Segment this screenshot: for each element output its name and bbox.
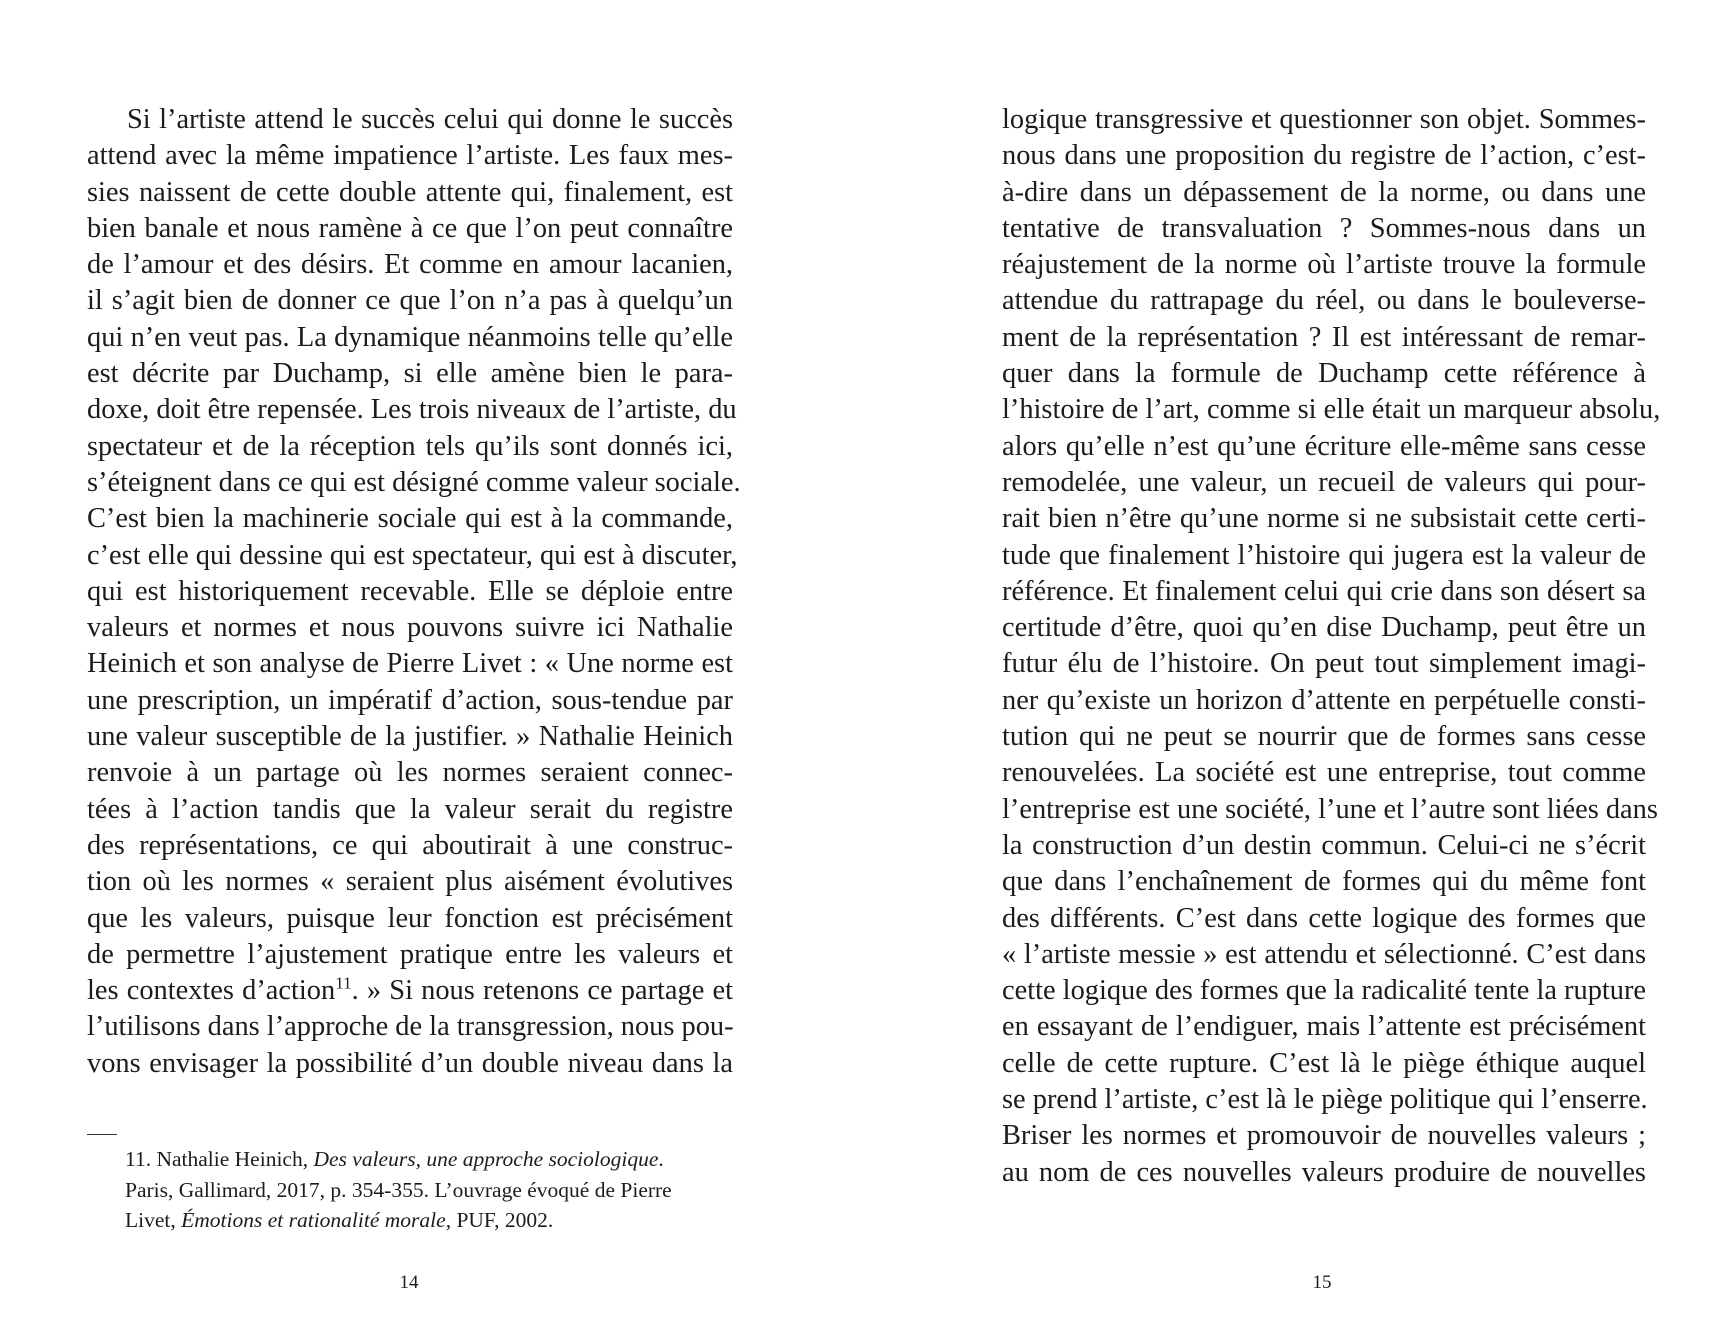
text-line: que dans l’enchaînement de formes qui du même font xyxy=(1002,866,1646,898)
text-line: celle de cette rupture. C’est là le piège éthique auquel xyxy=(1002,1047,1646,1079)
text-line: doxe, doit être repensée. Les trois niveaux de l’artiste, du xyxy=(87,394,737,426)
footnote-11 xyxy=(125,1144,725,1236)
footnote-punctuation: . xyxy=(658,1147,664,1171)
text-line: spectateur et de la réception tels qu’ils sont donnés ici, xyxy=(87,430,733,462)
footnote-author: Livet, xyxy=(125,1208,176,1232)
text-line: que les valeurs, puisque leur fonction est précisément xyxy=(87,902,733,934)
text-line-with-footnote-ref xyxy=(87,973,733,1009)
text-line: qui n’en veut pas. La dynamique néanmoins telle qu’elle xyxy=(87,321,733,353)
text-line: tude que finalement l’histoire qui jugera est la valeur de xyxy=(1002,539,1646,571)
text-line: tentative de transvaluation ? Sommes-nous dans un xyxy=(1002,212,1646,244)
footnote-line xyxy=(125,1144,725,1175)
text-line: vons envisager la possibilité d’un double niveau dans la xyxy=(87,1047,733,1079)
text-line: renvoie à un partage où les normes seraient connec- xyxy=(87,757,733,789)
text-line: des représentations, ce qui aboutirait à une construc- xyxy=(87,829,733,861)
footnote-reference[interactable]: 11 xyxy=(335,973,352,993)
text-line: ner qu’existe un horizon d’attente en perpétuelle consti- xyxy=(1002,684,1646,716)
text-line: « l’artiste messie » est attendu et sélectionné. C’est dans xyxy=(1002,938,1646,970)
footnote-book-title: Émotions et rationalité morale xyxy=(181,1208,446,1232)
text-line: rait bien n’être qu’une norme si ne subsistait cette certi- xyxy=(1002,503,1646,535)
text-line: bien banale et nous ramène à ce que l’on peut connaître xyxy=(87,212,733,244)
text-line: Heinich et son analyse de Pierre Livet : « Une norme est xyxy=(87,648,733,680)
text-line: en essayant de l’endiguer, mais l’attente est précisément xyxy=(1002,1011,1646,1043)
text-line: cette logique des formes que la radicalité tente la rupture xyxy=(1002,975,1647,1007)
text-line: des différents. C’est dans cette logique des formes que xyxy=(1002,902,1646,934)
footnote-author: Nathalie Heinich, xyxy=(156,1147,309,1171)
text-line: remodelée, une valeur, un recueil de valeurs qui pour- xyxy=(1002,466,1646,498)
text-line: logique transgressive et questionner son objet. Sommes- xyxy=(1002,104,1646,135)
text-line: la construction d’un destin commun. Celui-ci ne s’écrit xyxy=(1002,829,1646,861)
text-line: s’éteignent dans ce qui est désigné comme valeur sociale. xyxy=(87,466,741,498)
text-line: l’entreprise est une société, l’une et l’autre sont liées dans xyxy=(1002,793,1658,825)
text-fragment: . » Si nous retenons ce partage et xyxy=(351,975,734,1007)
text-line: nous dans une proposition du registre de l’action, c’est- xyxy=(1002,140,1646,172)
text-line: de l’amour et des désirs. Et comme en amour lacanien, xyxy=(87,249,733,281)
text-line: attend avec la même impatience l’artiste. Les faux mes- xyxy=(87,140,733,172)
left-page-body-text xyxy=(87,102,741,1082)
text-line: ment de la représentation ? Il est intéressant de remar- xyxy=(1002,321,1646,353)
text-line: C’est bien la machinerie sociale qui est à la commande, xyxy=(87,503,733,535)
text-line: sies naissent de cette double attente qui, finalement, est xyxy=(87,176,733,208)
text-line: une prescription, un impératif d’action, sous-tendue par xyxy=(87,684,733,716)
text-fragment: les contextes d’action xyxy=(87,975,336,1007)
right-page-body-text xyxy=(1002,102,1661,1191)
page-number: 14 xyxy=(399,1272,419,1293)
page-number: 15 xyxy=(1312,1272,1332,1293)
text-line: qui est historiquement recevable. Elle se déploie entre xyxy=(87,575,733,607)
text-line: certitude d’être, quoi qu’en dise Duchamp, peut être un xyxy=(1002,612,1646,644)
text-line: est décrite par Duchamp, si elle amène bien le para- xyxy=(87,358,733,390)
right-page xyxy=(866,0,1732,1338)
text-line: se prend l’artiste, c’est là le piège politique qui l’enserre. xyxy=(1002,1084,1648,1116)
text-line: attendue du rattrapage du réel, ou dans le bouleverse- xyxy=(1002,285,1646,317)
text-line: réajustement de la norme où l’artiste trouve la formule xyxy=(1002,249,1646,281)
text-line: c’est elle qui dessine qui est spectateur, qui est à discuter, xyxy=(87,539,738,571)
text-line: tion où les normes « seraient plus aisément évolutives xyxy=(87,866,733,898)
text-line: l’utilisons dans l’approche de la transgression, nous pou- xyxy=(87,1011,734,1043)
text-line: Si l’artiste attend le succès celui qui donne le succès xyxy=(127,104,733,135)
footnote-publisher: , PUF, 2002. xyxy=(445,1208,554,1232)
text-line: une valeur susceptible de la justifier. » Nathalie Heinich xyxy=(87,721,733,753)
footnote-line xyxy=(125,1205,725,1236)
text-line: valeurs et normes et nous pouvons suivre ici Nathalie xyxy=(87,612,733,644)
text-line: au nom de ces nouvelles valeurs produire de nouvelles xyxy=(1002,1156,1646,1188)
footnote-divider xyxy=(87,1134,117,1135)
text-line: quer dans la formule de Duchamp cette référence à xyxy=(1002,358,1646,390)
text-line: l’histoire de l’art, comme si elle était un marqueur absolu, xyxy=(1002,394,1661,426)
text-line: tées à l’action tandis que la valeur serait du registre xyxy=(87,793,733,825)
footnote-line: Paris, Gallimard, 2017, p. 354-355. L’ouvrage évoqué de Pierre xyxy=(125,1177,672,1202)
text-line: de permettre l’ajustement pratique entre les valeurs et xyxy=(87,938,733,970)
text-line: il s’agit bien de donner ce que l’on n’a pas à quelqu’un xyxy=(87,285,733,317)
footnote-number: 11. xyxy=(125,1147,152,1171)
footnote-book-title: Des valeurs, une approche sociologique xyxy=(313,1147,659,1171)
text-line: renouvelées. La société est une entreprise, tout comme xyxy=(1002,757,1646,789)
text-line: référence. Et finalement celui qui crie dans son désert sa xyxy=(1002,575,1646,607)
text-line: tution qui ne peut se nourrir que de formes sans cesse xyxy=(1002,721,1646,753)
text-line: Briser les normes et promouvoir de nouvelles valeurs ; xyxy=(1002,1120,1646,1152)
text-line: à-dire dans un dépassement de la norme, ou dans une xyxy=(1002,176,1646,208)
text-line: futur élu de l’histoire. On peut tout simplement imagi- xyxy=(1002,648,1646,680)
text-line: alors qu’elle n’est qu’une écriture elle-même sans cesse xyxy=(1002,430,1646,462)
